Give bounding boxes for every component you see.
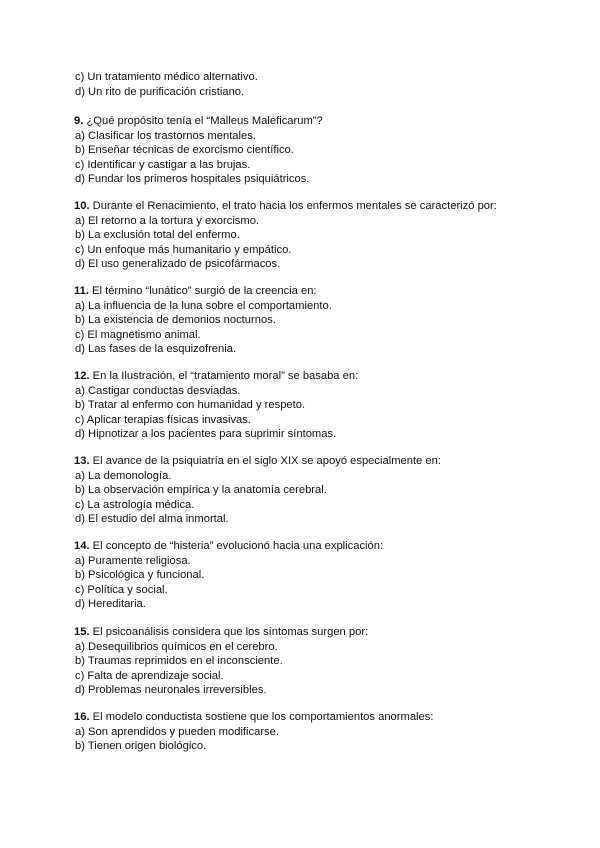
question-line [74,284,574,299]
option-item: a) Clasificar los trastornos mentales. [75,129,256,142]
question-11 [74,284,574,357]
question-16 [74,710,574,754]
question-number: 15. [74,626,90,638]
option-item: c) Identificar y castigar a las brujas. [75,158,251,171]
question-line [74,539,574,554]
option-item: a) Son aprendidos y pueden modificarse. [75,725,279,738]
question-line [74,114,574,129]
option-item: a) Desequilibrios químicos en el cerebro. [75,640,278,653]
option-item: d) El estudio del alma inmortal. [75,513,229,526]
option-item: d) Problemas neuronales irreversibles. [75,684,267,697]
question-number: 11. [74,285,89,297]
option-item: b) La existencia de demonios nocturnos. [75,314,276,327]
question-text: El término “lunático” surgió de la creencia en: [92,285,317,297]
question-text: El concepto de “histeria” evolucionó hacia una explicación: [92,540,384,552]
option-item: d) Hereditaria. [75,598,146,611]
question-text: El psicoanálisis considera que los síntomas surgen por: [92,626,369,638]
option-item: c) Un enfoque más humanitario y empático. [75,243,292,256]
option-item: c) Un tratamiento médico alternativo. [75,71,258,83]
option-item: a) El retorno a la tortura y exorcismo. [75,214,260,227]
question-15 [74,625,574,698]
question-text: Durante el Renacimiento, el trato hacia los enfermos mentales se caracterizó por: [92,200,497,212]
question-text: El avance de la psiquiatría en el siglo XIX se apoyó especialmente en: [92,455,441,467]
option-item: b) Tratar al enfermo con humanidad y respeto. [75,399,306,412]
question-line [74,199,574,214]
question-13 [74,454,574,527]
option-item: b) Psicológica y funcional. [75,569,205,582]
question-text: ¿Qué propósito tenía el “Malleus Maleficarum”? [86,115,323,127]
option-item: d) Un rito de purificación cristiano. [75,85,245,98]
question-number: 16. [74,711,90,723]
question-number: 12. [74,370,90,382]
question-line [74,454,574,469]
question-text: El modelo conductista sostiene que los comportamientos anormales: [92,711,434,723]
option-item: b) Enseñar técnicas de exorcismo científico. [75,144,294,157]
question-14 [74,539,574,612]
option-item: c) El magnetismo animal. [75,328,201,341]
option-item: b) Tienen origen biológico. [75,740,207,753]
question-12 [74,369,574,442]
option-item: d) Las fases de la esquizofrenia. [75,343,237,356]
option-item: a) La demonología. [75,469,172,482]
option-item: d) El uso generalizado de psicofármacos. [75,258,281,271]
question-9 [74,114,574,187]
option-item: d) Fundar los primeros hospitales psiquiátricos. [75,173,310,186]
option-item: c) Aplicar terapias físicas invasivas. [75,413,251,426]
option-item: a) Puramente religiosa. [75,554,191,567]
question-line [74,710,574,725]
option-item: c) La astrología médica. [75,498,195,511]
question-line [74,369,574,384]
question-10 [74,199,574,272]
option-item: b) La observación empírica y la anatomía cerebral. [75,484,327,497]
continuation-options [74,70,574,99]
option-item: d) Hipnotizar a los pacientes para suprimir síntomas. [75,428,337,441]
question-number: 13. [74,455,90,467]
option-item: a) La influencia de la luna sobre el comportamiento. [75,299,332,312]
option-item: c) Falta de aprendizaje social. [75,669,224,682]
question-number: 14. [74,540,90,552]
option-item: b) Traumas reprimidos en el inconsciente. [75,655,283,668]
question-line [74,625,574,640]
option-item: b) La exclusión total del enfermo. [75,229,240,242]
question-number: 9. [74,115,84,127]
option-item: a) Castigar conductas desviadas. [75,384,241,397]
question-text: En la Ilustración, el “tratamiento moral” se basaba en: [92,370,359,382]
option-item: c) Política y social. [75,583,168,596]
question-number: 10. [74,200,90,212]
